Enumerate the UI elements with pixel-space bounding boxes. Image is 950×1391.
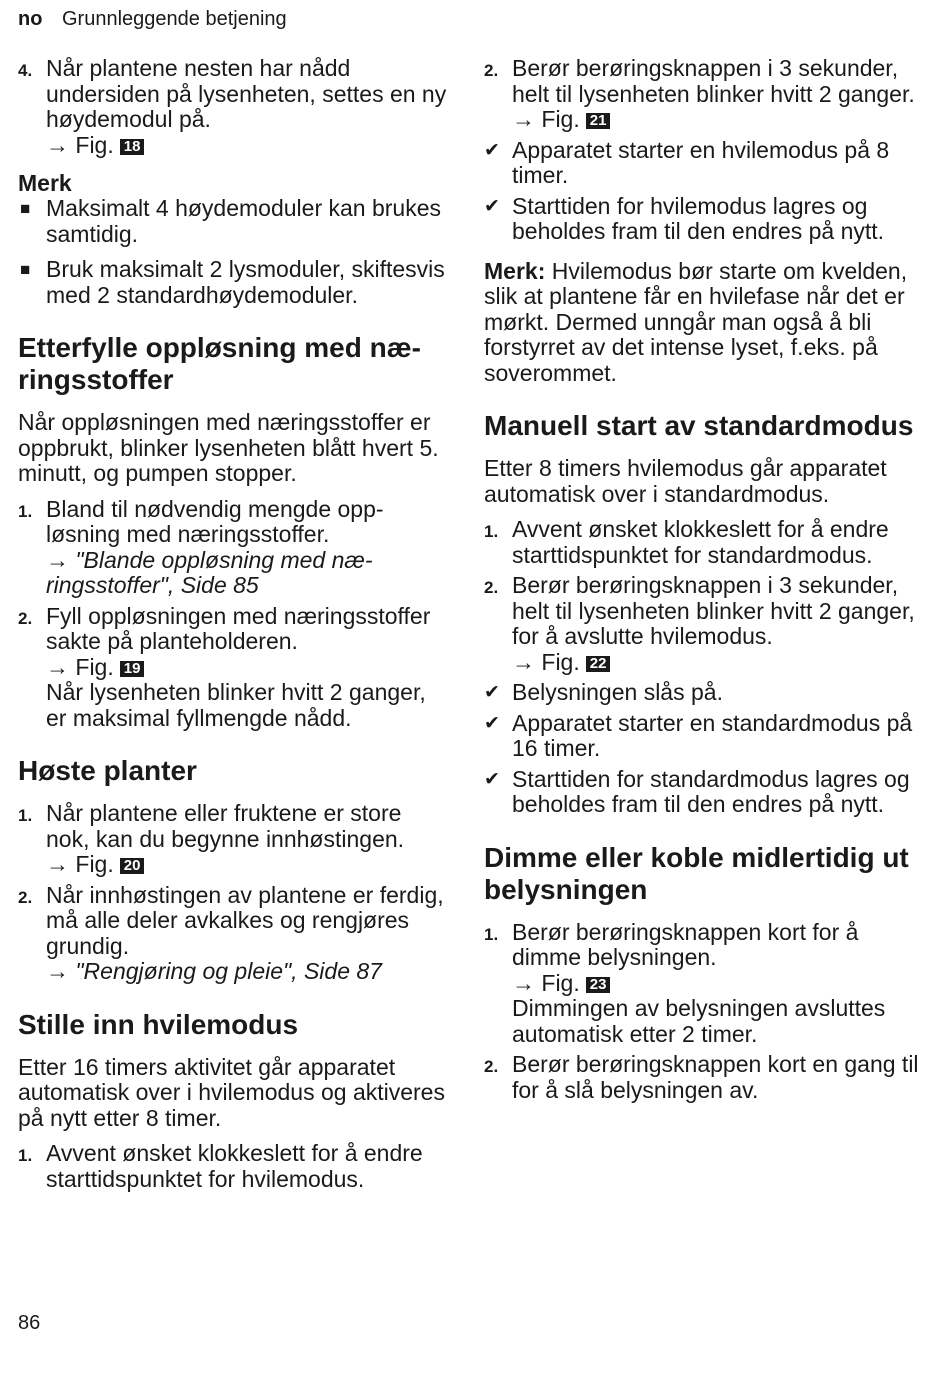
figure-badge: 18 [120, 139, 145, 155]
page-header [18, 8, 287, 31]
list-item [18, 883, 448, 985]
result-item [484, 767, 924, 818]
figure-ref: → Fig. 20 [46, 852, 448, 878]
check-icon: ✔ [484, 139, 500, 161]
result-text: Apparatet starter en hvilemodus på 8 timer. [512, 136, 890, 188]
result-item [484, 711, 924, 762]
result-text: Apparatet starter en standardmodus på 16 timer. [512, 709, 913, 761]
result-text: Starttiden for hvilemodus lagres og beholdes fram til den endres på nytt. [512, 192, 885, 244]
note-paragraph [484, 259, 924, 387]
heading-refill-solution: Etterfylle oppløsning med næringsstoffer [18, 332, 421, 395]
step-number: 2. [484, 61, 499, 80]
list-item [18, 801, 448, 878]
step-text: Avvent ønsket klokkeslett for å endre starttidspunktet for standardmodus. [512, 516, 889, 568]
heading-dim-lighting: Dimme eller koble midlertidig ut belysningen [484, 841, 909, 905]
step-number: 2. [484, 1057, 499, 1076]
result-text: Belysningen slås på. [512, 679, 723, 705]
step-text: Når plantene nesten har nådd undersiden på lysenheten, settes en ny høydemodul på. [46, 55, 447, 132]
cross-reference-link[interactable]: → "Blande oppløsning med næringsstoffer", Side 85 [46, 546, 373, 598]
list-item [484, 56, 924, 133]
step-number: 1. [18, 501, 33, 521]
figure-badge: 23 [586, 977, 611, 993]
figure-badge: 20 [120, 858, 145, 874]
step-text: Berør berøringsknappen i 3 sekunder, helt til lysenheten blinker hvitt 2 ganger. [512, 55, 915, 107]
list-item [484, 920, 924, 1048]
result-item [484, 194, 924, 245]
result-text: Starttiden for standardmodus lagres og beholdes fram til den endres på nytt. [512, 765, 910, 817]
note-bullet [18, 196, 448, 247]
figure-ref: → Fig. 19 [46, 655, 448, 681]
cross-reference-link[interactable]: → "Rengjøring og pleie", Side 87 [46, 958, 382, 984]
heading-sleep-mode: Stille inn hvilemodus [18, 1008, 299, 1040]
list-item [484, 1052, 924, 1103]
heading-manual-start: Manuell start av standardmodus [484, 410, 914, 441]
figure-ref: → Fig. 23 [512, 971, 924, 997]
step-number: 1. [484, 522, 499, 541]
note-text: Hvilemodus bør starte om kvelden, slik at plantene får en hvilefase når det er mørkt. Dermed unngår man også å bli forstyrret av det intense lyset, f.eks. på soverommet. [484, 257, 908, 386]
step-text: Berør berøringsknappen kort en gang til for å slå belysningen av. [512, 1051, 919, 1103]
list-item [18, 497, 448, 599]
figure-ref: → Fig. 18 [46, 133, 448, 159]
step-number: 1. [18, 806, 33, 825]
figure-badge: 22 [586, 656, 611, 672]
note-title: Merk [18, 170, 72, 196]
square-bullet-icon: ■ [20, 260, 31, 279]
step-4 [18, 56, 448, 158]
result-item [484, 680, 924, 706]
figure-badge: 21 [586, 113, 611, 129]
step-result: Når lysenheten blinker hvitt 2 ganger, er maksimal fyllmengde nådd. [46, 679, 426, 731]
left-column [18, 56, 448, 1197]
step-text: Avvent ønsket klokkeslett for å endre starttidspunktet for hvilemodus. [46, 1140, 423, 1192]
step-text: Når plantene eller fruktene er store nok, kan du begynne innhøstingen. [46, 800, 405, 852]
step-result: Dimmingen av belysningen avsluttes automatisk etter 2 timer. [512, 995, 886, 1047]
square-bullet-icon: ■ [20, 199, 31, 218]
step-text: Fyll oppløsningen med næringsstoffer sakte på planteholderen. [46, 602, 431, 654]
right-column [484, 56, 924, 1108]
list-item [484, 517, 924, 568]
figure-badge: 19 [120, 661, 145, 677]
list-item [484, 573, 924, 675]
step-text: Bland til nødvendig mengde oppløsning med næringsstoffer. [46, 495, 384, 547]
step-number: 1. [18, 1146, 33, 1165]
step-text: Når innhøstingen av plantene er ferdig, må alle deler avkalkes og rengjøres grundig. [46, 881, 444, 959]
step-number: 4. [18, 61, 33, 80]
step-number: 2. [18, 887, 33, 907]
paragraph: Etter 8 timers hvilemodus går apparatet automatisk over i standardmodus. [484, 455, 887, 507]
list-item [18, 1141, 448, 1192]
check-icon: ✔ [484, 768, 500, 790]
figure-ref: → Fig. 22 [512, 650, 924, 676]
step-number: 2. [18, 608, 33, 628]
section-title: Grunnleggende betjening [62, 8, 287, 30]
paragraph: Når oppløsningen med næringsstoffer er oppbrukt, blinker lysenheten blått hvert 5. minutt, og pumpen stopper. [18, 409, 439, 486]
step-number: 1. [484, 924, 499, 944]
step-text: Berør berøringsknappen i 3 sekunder, helt til lysenheten blinker hvitt 2 ganger, for å avslutte hvilemodus. [512, 572, 915, 649]
paragraph: Etter 16 timers aktivitet går apparatet automatisk over i hvilemodus og aktiveres på nytt etter 8 timer. [18, 1053, 445, 1131]
check-icon: ✔ [484, 682, 500, 703]
note-bullet [18, 257, 448, 308]
language-code: no [18, 8, 43, 30]
figure-ref: → Fig. 21 [512, 107, 924, 133]
heading-harvest: Høste planter [18, 755, 197, 786]
check-icon: ✔ [484, 712, 500, 734]
page-number: 86 [18, 1312, 41, 1334]
step-number: 2. [484, 578, 499, 597]
bullet-text: Maksimalt 4 høydemoduler kan brukes samtidig. [46, 195, 441, 247]
step-text: Berør berøringsknappen kort for å dimme belysningen. [512, 918, 859, 970]
result-item [484, 138, 924, 189]
bullet-text: Bruk maksimalt 2 lysmoduler, skiftesvis med 2 standardhøydemoduler. [46, 256, 445, 308]
note-label: Merk: [484, 257, 546, 284]
list-item [18, 604, 448, 732]
check-icon: ✔ [484, 195, 500, 217]
